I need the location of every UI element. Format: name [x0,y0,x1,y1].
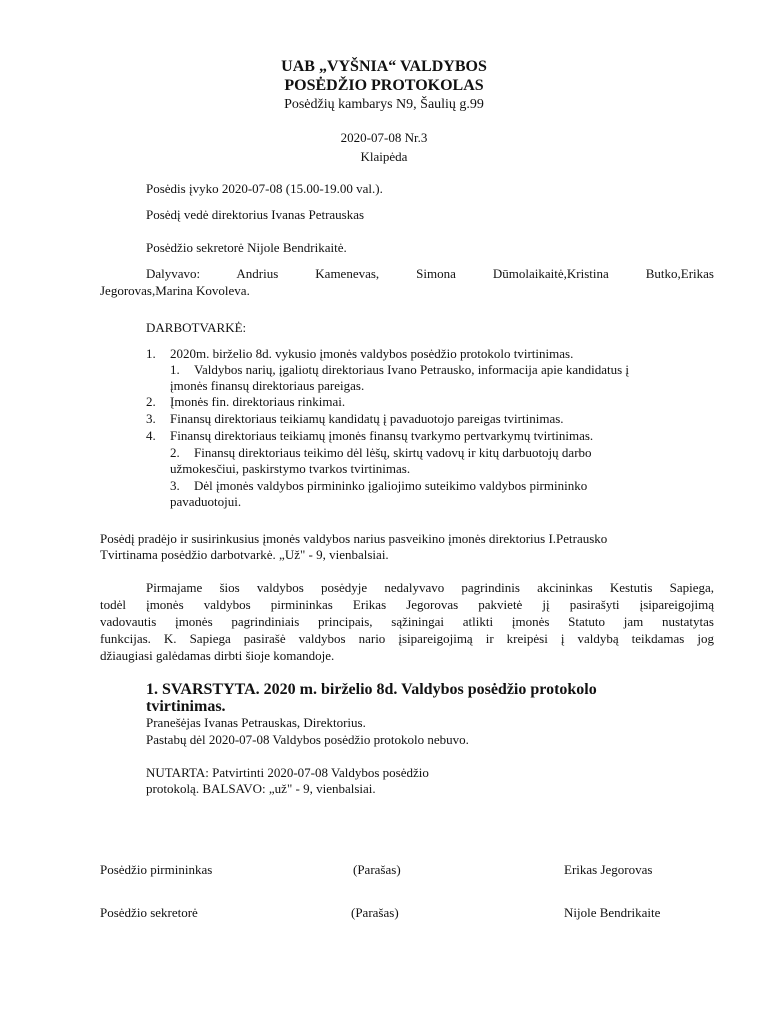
section1-heading-line2: tvirtinimas. [146,698,226,715]
agenda-item-text-continued: įmonės finansų direktoriaus pareigas. [170,378,365,393]
document-title-line2: POSĖDŽIO PROTOKOLAS [284,77,484,94]
agenda-item-number: 1. [170,362,180,377]
agenda-item-text-continued: pavaduotojui. [170,494,242,509]
agenda-item-number: 2. [170,445,180,460]
section1-heading-line1: 1. SVARSTYTA. 2020 m. birželio 8d. Valdybos posėdžio protokolo [146,681,597,698]
attendees-line1: Dalyvavo: Andrius Kamenevas, Simona Dūmolaikaitė,Kristina Butko,Erikas [146,266,714,281]
paragraph-line5: džiaugiasi galėdamas dirbti šioje komandoje. [100,648,335,663]
signature-role: Posėdžio pirmininkas [100,862,213,877]
paragraph-line1: Pirmajame šios valdybos posėdyje nedalyvavo pagrindinis akcininkas Kestutis Sapiega, [146,580,714,595]
agenda-item-text: Finansų direktoriaus teikiamų kandidatų į pavaduotojo pareigas tvirtinimas. [170,411,564,426]
agenda-item-text: Įmonės fin. direktoriaus rinkimai. [170,394,346,409]
signature-name: Nijole Bendrikaite [564,905,661,920]
section1-remarks: Pastabų dėl 2020-07-08 Valdybos posėdžio protokolo nebuvo. [146,732,469,747]
paragraph-line4: funkcijas. K. Sapiega pasirašė valdybos nario įsipareigojimą ir kreipėsi į valdybą teikdamas jog [100,631,714,646]
agenda-item-number: 2. [146,394,156,409]
signature-role: Posėdžio sekretorė [100,905,198,920]
agenda-item-number: 3. [170,478,180,493]
agenda-item-text: Finansų direktoriaus teikiamų įmonės finansų tvarkymo pertvarkymų tvirtinimas. [170,428,594,443]
meeting-secretary-text: Posėdžio sekretorė Nijole Bendrikaitė. [146,240,347,255]
section1-decision-line2: protokolą. BALSAVO: „už" - 9, vienbalsiai. [146,781,376,796]
agenda-item-text: Valdybos narių, įgaliotų direktoriaus Ivano Petrausko, informacija apie kandidatus į [194,362,630,377]
agenda-item-text: 2020m. birželio 8d. vykusio įmonės valdybos posėdžio protokolo tvirtinimas. [170,346,574,361]
signature-placeholder: (Parašas) [351,905,399,920]
signature-placeholder: (Parašas) [353,862,401,877]
agenda-heading: DARBOTVARKĖ: [146,320,247,335]
section1-speaker: Pranešėjas Ivanas Petrauskas, Direktorius. [146,715,366,730]
opening-line1: Posėdį pradėjo ir susirinkusius įmonės valdybos narius pasveikino įmonės direktorius I.Petrausko [100,531,608,546]
meeting-held-text: Posėdis įvyko 2020-07-08 (15.00-19.00 val.). [146,181,383,196]
opening-line2: Tvirtinama posėdžio darbotvarkė. „Už" - 9, vienbalsiai. [100,547,389,562]
document-date-number: 2020-07-08 Nr.3 [340,130,428,145]
meeting-location: Posėdžių kambarys N9, Šaulių g.99 [284,97,484,112]
paragraph-line2: todėl įmonės valdybos pirmininkas Erikas Jegorovas pakvietė jį pasirašyti įsipareigojimą [100,597,714,612]
signature-name: Erikas Jegorovas [564,862,653,877]
agenda-item-number: 3. [146,411,156,426]
meeting-chair-text: Posėdį vedė direktorius Ivanas Petrauskas [146,207,365,222]
section1-decision-line1: NUTARTA: Patvirtinti 2020-07-08 Valdybos posėdžio [146,765,429,780]
agenda-item-text-continued: užmokesčiui, paskirstymo tvarkos tvirtinimas. [170,461,411,476]
document-city: Klaipėda [360,149,408,164]
agenda-item-number: 4. [146,428,156,443]
attendees-line2: Jegorovas,Marina Kovoleva. [100,283,250,298]
agenda-item-text: Dėl įmonės valdybos pirmininko įgaliojimo suteikimo valdybos pirmininko [194,478,588,493]
agenda-item-number: 1. [146,346,156,361]
agenda-item-text: Finansų direktoriaus teikimo dėl lėšų, skirtų vadovų ir kitų darbuotojų darbo [194,445,592,460]
paragraph-line3: vadovautis įmonės pagrindiniais principais, sąžiningai atlikti įmonės Statuto jam nustatytas [100,614,714,629]
document-title-line1: UAB „VYŠNIA“ VALDYBOS [281,58,487,75]
